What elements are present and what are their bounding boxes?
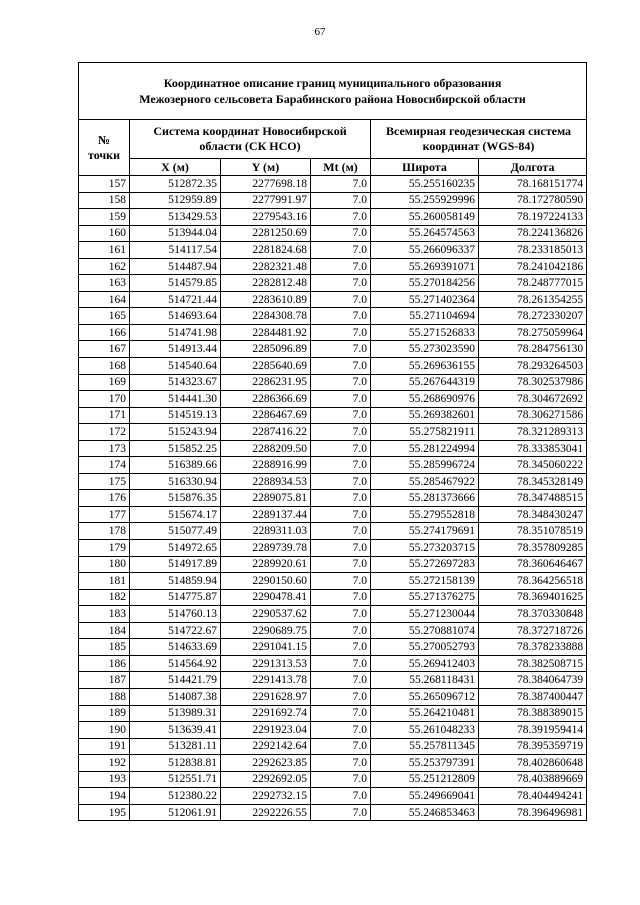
table-row [79,722,587,739]
mt-cell: 7.0 [311,606,371,623]
y-cell: 2291692.74 [221,705,311,722]
y-cell: 2285640.69 [221,358,311,375]
table-title-line-1: Координатное описание границ муниципального образования [163,76,502,90]
point-number-cell: 181 [79,573,130,590]
latitude-cell: 55.271104694 [371,308,479,325]
x-cell: 514323.67 [130,374,221,391]
y-cell: 2282321.48 [221,258,311,275]
point-number-cell: 188 [79,688,130,705]
y-cell: 2277991.97 [221,192,311,209]
latitude-cell: 55.269382601 [371,407,479,424]
point-number-cell: 157 [79,176,130,193]
x-cell: 514722.67 [130,622,221,639]
mt-cell: 7.0 [311,176,371,193]
mt-cell: 7.0 [311,209,371,226]
table-row [79,540,587,557]
x-cell: 516389.66 [130,457,221,474]
point-number-cell: 158 [79,192,130,209]
mt-cell: 7.0 [311,573,371,590]
longitude-cell: 78.403889669 [479,771,587,788]
x-cell: 512551.71 [130,771,221,788]
latitude-cell: 55.257811345 [371,738,479,755]
x-cell: 512872.35 [130,176,221,193]
y-cell: 2291923.04 [221,722,311,739]
point-number-cell: 159 [79,209,130,226]
header-nso-system: Система координат Новосибирской области (СК НСО) [130,120,371,159]
y-cell: 2289920.61 [221,556,311,573]
table-row [79,523,587,540]
latitude-cell: 55.269412403 [371,655,479,672]
point-number-cell: 174 [79,457,130,474]
point-number-cell: 191 [79,738,130,755]
longitude-cell: 78.345328149 [479,473,587,490]
x-cell: 513639.41 [130,722,221,739]
y-cell: 2284481.92 [221,324,311,341]
table-row [79,341,587,358]
latitude-cell: 55.255160235 [371,176,479,193]
latitude-cell: 55.281224994 [371,440,479,457]
point-number-cell: 184 [79,622,130,639]
latitude-cell: 55.272158139 [371,573,479,590]
x-cell: 512959.89 [130,192,221,209]
point-number-cell: 173 [79,440,130,457]
table-row [79,358,587,375]
latitude-cell: 55.261048233 [371,722,479,739]
y-cell: 2281824.68 [221,242,311,259]
mt-cell: 7.0 [311,490,371,507]
latitude-cell: 55.249669041 [371,788,479,805]
y-cell: 2284308.78 [221,308,311,325]
point-number-cell: 186 [79,655,130,672]
header-latitude: Широта [371,159,479,176]
latitude-cell: 55.285996724 [371,457,479,474]
latitude-cell: 55.260058149 [371,209,479,226]
point-number-cell: 187 [79,672,130,689]
latitude-cell: 55.264210481 [371,705,479,722]
longitude-cell: 78.351078519 [479,523,587,540]
latitude-cell: 55.281373666 [371,490,479,507]
y-cell: 2289137.44 [221,506,311,523]
latitude-cell: 55.265096712 [371,688,479,705]
longitude-cell: 78.272330207 [479,308,587,325]
y-cell: 2291313.53 [221,655,311,672]
table-row [79,655,587,672]
y-cell: 2289739.78 [221,540,311,557]
latitude-cell: 55.279552818 [371,506,479,523]
point-number-cell: 168 [79,358,130,375]
longitude-cell: 78.304672692 [479,391,587,408]
longitude-cell: 78.302537986 [479,374,587,391]
table-row [79,771,587,788]
x-cell: 514540.64 [130,358,221,375]
table-row [79,374,587,391]
x-cell: 514917.89 [130,556,221,573]
y-cell: 2286366.69 [221,391,311,408]
point-number-cell: 169 [79,374,130,391]
mt-cell: 7.0 [311,523,371,540]
y-cell: 2291041.15 [221,639,311,656]
longitude-cell: 78.357809285 [479,540,587,557]
y-cell: 2289311.03 [221,523,311,540]
mt-cell: 7.0 [311,788,371,805]
longitude-cell: 78.402860648 [479,755,587,772]
header-wgs-system: Всемирная геодезическая система координат (WGS-84) [371,120,587,159]
point-number-cell: 170 [79,391,130,408]
latitude-cell: 55.270881074 [371,622,479,639]
header-y: Y (м) [221,159,311,176]
mt-cell: 7.0 [311,639,371,656]
latitude-cell: 55.268690976 [371,391,479,408]
coordinate-table-container [78,62,586,821]
mt-cell: 7.0 [311,358,371,375]
point-number-cell: 185 [79,639,130,656]
mt-cell: 7.0 [311,192,371,209]
longitude-cell: 78.172780590 [479,192,587,209]
point-number-cell: 194 [79,788,130,805]
latitude-cell: 55.255929996 [371,192,479,209]
y-cell: 2287416.22 [221,424,311,441]
y-cell: 2292142.64 [221,738,311,755]
x-cell: 514487.94 [130,258,221,275]
mt-cell: 7.0 [311,341,371,358]
x-cell: 514519.13 [130,407,221,424]
table-row [79,308,587,325]
x-cell: 513429.53 [130,209,221,226]
y-cell: 2291413.78 [221,672,311,689]
mt-cell: 7.0 [311,506,371,523]
mt-cell: 7.0 [311,391,371,408]
y-cell: 2286467.69 [221,407,311,424]
x-cell: 514421.79 [130,672,221,689]
table-row [79,606,587,623]
longitude-cell: 78.388389015 [479,705,587,722]
latitude-cell: 55.271230044 [371,606,479,623]
point-number-cell: 167 [79,341,130,358]
y-cell: 2277698.18 [221,176,311,193]
longitude-cell: 78.241042186 [479,258,587,275]
mt-cell: 7.0 [311,291,371,308]
page-number: 67 [314,26,326,38]
x-cell: 515852.25 [130,440,221,457]
mt-cell: 7.0 [311,672,371,689]
latitude-cell: 55.273203715 [371,540,479,557]
mt-cell: 7.0 [311,324,371,341]
point-number-cell: 177 [79,506,130,523]
y-cell: 2285096.89 [221,341,311,358]
point-number-cell: 163 [79,275,130,292]
longitude-cell: 78.345060222 [479,457,587,474]
mt-cell: 7.0 [311,275,371,292]
y-cell: 2290150.60 [221,573,311,590]
x-cell: 514859.94 [130,573,221,590]
table-row [79,258,587,275]
longitude-cell: 78.168151774 [479,176,587,193]
x-cell: 514775.87 [130,589,221,606]
y-cell: 2288916.99 [221,457,311,474]
table-row [79,407,587,424]
latitude-cell: 55.272697283 [371,556,479,573]
y-cell: 2292623.85 [221,755,311,772]
table-title [79,63,587,120]
mt-cell: 7.0 [311,374,371,391]
header-x: X (м) [130,159,221,176]
table-row [79,391,587,408]
table-row [79,209,587,226]
mt-cell: 7.0 [311,722,371,739]
latitude-cell: 55.275821911 [371,424,479,441]
y-cell: 2279543.16 [221,209,311,226]
mt-cell: 7.0 [311,225,371,242]
longitude-cell: 78.275059964 [479,324,587,341]
point-number-cell: 192 [79,755,130,772]
y-cell: 2292732.15 [221,788,311,805]
longitude-cell: 78.224136826 [479,225,587,242]
longitude-cell: 78.372718726 [479,622,587,639]
latitude-cell: 55.285467922 [371,473,479,490]
y-cell: 2288209.50 [221,440,311,457]
x-cell: 512838.81 [130,755,221,772]
longitude-cell: 78.364256518 [479,573,587,590]
x-cell: 514117.54 [130,242,221,259]
table-row [79,573,587,590]
table-row [79,589,587,606]
longitude-cell: 78.306271586 [479,407,587,424]
x-cell: 512380.22 [130,788,221,805]
latitude-cell: 55.264574563 [371,225,479,242]
x-cell: 516330.94 [130,473,221,490]
longitude-cell: 78.378233888 [479,639,587,656]
longitude-cell: 78.321289313 [479,424,587,441]
latitude-cell: 55.253797391 [371,755,479,772]
x-cell: 514633.69 [130,639,221,656]
mt-cell: 7.0 [311,688,371,705]
longitude-cell: 78.333853041 [479,440,587,457]
table-row [79,291,587,308]
longitude-cell: 78.293264503 [479,358,587,375]
longitude-cell: 78.387400447 [479,688,587,705]
latitude-cell: 55.268118431 [371,672,479,689]
longitude-cell: 78.261354255 [479,291,587,308]
y-cell: 2282812.48 [221,275,311,292]
y-cell: 2283610.89 [221,291,311,308]
y-cell: 2286231.95 [221,374,311,391]
table-row [79,473,587,490]
header-point-number: № точки [79,120,130,176]
mt-cell: 7.0 [311,655,371,672]
point-number-cell: 195 [79,804,130,821]
y-cell: 2288934.53 [221,473,311,490]
mt-cell: 7.0 [311,424,371,441]
table-row [79,242,587,259]
x-cell: 515243.94 [130,424,221,441]
table-row [79,225,587,242]
y-cell: 2290537.62 [221,606,311,623]
latitude-cell: 55.269391071 [371,258,479,275]
x-cell: 513989.31 [130,705,221,722]
latitude-cell: 55.251212809 [371,771,479,788]
longitude-cell: 78.391959414 [479,722,587,739]
y-cell: 2291628.97 [221,688,311,705]
x-cell: 514693.64 [130,308,221,325]
longitude-cell: 78.370330848 [479,606,587,623]
x-cell: 514087.38 [130,688,221,705]
mt-cell: 7.0 [311,556,371,573]
x-cell: 513944.04 [130,225,221,242]
x-cell: 514972.65 [130,540,221,557]
x-cell: 514564.92 [130,655,221,672]
table-row [79,672,587,689]
table-title-line-2: Межозерного сельсовета Барабинского района Новосибирской области [139,92,526,106]
latitude-cell: 55.271526833 [371,324,479,341]
point-number-cell: 178 [79,523,130,540]
mt-cell: 7.0 [311,473,371,490]
point-number-cell: 190 [79,722,130,739]
header-longitude: Долгота [479,159,587,176]
longitude-cell: 78.396496981 [479,804,587,821]
table-row [79,506,587,523]
longitude-cell: 78.348430247 [479,506,587,523]
mt-cell: 7.0 [311,540,371,557]
table-row [79,705,587,722]
mt-cell: 7.0 [311,738,371,755]
latitude-cell: 55.267644319 [371,374,479,391]
point-number-cell: 193 [79,771,130,788]
table-row [79,804,587,821]
longitude-cell: 78.384064739 [479,672,587,689]
mt-cell: 7.0 [311,804,371,821]
mt-cell: 7.0 [311,242,371,259]
longitude-cell: 78.360646467 [479,556,587,573]
latitude-cell: 55.246853463 [371,804,479,821]
mt-cell: 7.0 [311,771,371,788]
point-number-cell: 162 [79,258,130,275]
x-cell: 514741.98 [130,324,221,341]
y-cell: 2281250.69 [221,225,311,242]
longitude-cell: 78.233185013 [479,242,587,259]
x-cell: 514441.30 [130,391,221,408]
x-cell: 513281.11 [130,738,221,755]
x-cell: 514579.85 [130,275,221,292]
latitude-cell: 55.269636155 [371,358,479,375]
point-number-cell: 160 [79,225,130,242]
point-number-cell: 171 [79,407,130,424]
latitude-cell: 55.271376275 [371,589,479,606]
table-row [79,755,587,772]
y-cell: 2290689.75 [221,622,311,639]
table-row [79,490,587,507]
mt-cell: 7.0 [311,755,371,772]
table-row [79,622,587,639]
latitude-cell: 55.273023590 [371,341,479,358]
point-number-cell: 179 [79,540,130,557]
longitude-cell: 78.404494241 [479,788,587,805]
mt-cell: 7.0 [311,440,371,457]
x-cell: 515077.49 [130,523,221,540]
x-cell: 512061.91 [130,804,221,821]
table-row [79,688,587,705]
point-number-cell: 182 [79,589,130,606]
mt-cell: 7.0 [311,308,371,325]
longitude-cell: 78.382508715 [479,655,587,672]
table-row [79,556,587,573]
mt-cell: 7.0 [311,622,371,639]
x-cell: 515876.35 [130,490,221,507]
table-body [79,176,587,821]
coordinate-table [78,62,587,821]
table-row [79,275,587,292]
point-number-cell: 180 [79,556,130,573]
table-row [79,440,587,457]
longitude-cell: 78.248777015 [479,275,587,292]
mt-cell: 7.0 [311,589,371,606]
mt-cell: 7.0 [311,258,371,275]
longitude-cell: 78.197224133 [479,209,587,226]
point-number-cell: 175 [79,473,130,490]
longitude-cell: 78.284756130 [479,341,587,358]
point-number-cell: 161 [79,242,130,259]
point-number-cell: 164 [79,291,130,308]
table-row [79,324,587,341]
mt-cell: 7.0 [311,705,371,722]
y-cell: 2292226.55 [221,804,311,821]
x-cell: 515674.17 [130,506,221,523]
point-number-cell: 189 [79,705,130,722]
header-mt: Mt (м) [311,159,371,176]
point-number-cell: 172 [79,424,130,441]
table-row [79,457,587,474]
y-cell: 2289075.81 [221,490,311,507]
table-row [79,788,587,805]
mt-cell: 7.0 [311,407,371,424]
latitude-cell: 55.270052793 [371,639,479,656]
x-cell: 514721.44 [130,291,221,308]
point-number-cell: 176 [79,490,130,507]
y-cell: 2290478.41 [221,589,311,606]
y-cell: 2292692.05 [221,771,311,788]
x-cell: 514913.44 [130,341,221,358]
table-row [79,639,587,656]
longitude-cell: 78.395359719 [479,738,587,755]
latitude-cell: 55.271402364 [371,291,479,308]
mt-cell: 7.0 [311,457,371,474]
x-cell: 514760.13 [130,606,221,623]
point-number-cell: 183 [79,606,130,623]
latitude-cell: 55.274179691 [371,523,479,540]
latitude-cell: 55.266096337 [371,242,479,259]
table-row [79,738,587,755]
latitude-cell: 55.270184256 [371,275,479,292]
table-row [79,424,587,441]
longitude-cell: 78.369401625 [479,589,587,606]
point-number-cell: 166 [79,324,130,341]
table-row [79,192,587,209]
table-row [79,176,587,193]
point-number-cell: 165 [79,308,130,325]
longitude-cell: 78.347488515 [479,490,587,507]
